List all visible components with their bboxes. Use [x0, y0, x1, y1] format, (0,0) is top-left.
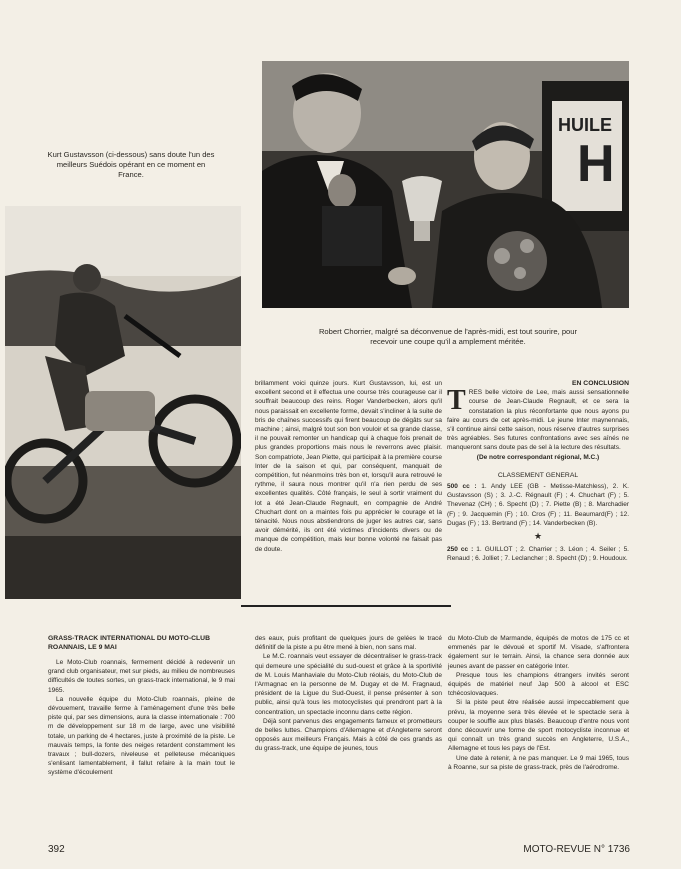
caption-robert-chorrier: Robert Chorrier, malgré sa déconvenue de l'après-midi, est tout sourire, pour recevoir une coupe qu'il a amplement méritée. — [318, 327, 578, 346]
photo-trophy-presentation — [262, 61, 629, 308]
classement-heading: CLASSEMENT GENERAL — [497, 471, 579, 479]
star-separator: ★ — [533, 531, 543, 542]
classement-500 — [447, 482, 629, 528]
grass-track-col-3 — [448, 634, 629, 772]
middle-article-paragraph: brillamment voici quinze jours. Kurt Gustavsson, lui, est un excellent second et il effectua une course très courageuse car il souffrait beaucoup des reins. Roger Vanderbecken, alors qu'il nous paraissait en excellente forme, devait s'incliner à la suite de bris de chaînes successifs qui firent beaucoup de dégâts sur sa machine ; ainsi, malgré tout son bon vouloir et sa grande classe, il ne pouvait remonter un handicap qui à chaque fois prenait de plus grandes proportions mais nous le reverrons avec plaisir. Son compatriote, Jean Piette, qui participait à la première course Inter de la saison et qui, par conséquent, manquait de compétition, fut néanmoins très bon et, lorsqu'il aura retrouvé le rythme, il saura nous montrer qu'il n'a rien perdu de ses excellentes qualités. Côté français, le seul à sortir vraiment du lot a été Jean-Claude Regnault, en compagnie de André Chuchart dont on a maintes fois pu apprécier le courage et la ténacité. Nous nous abstiendrons de juger les autres car, sans avoir démérité, ils ont été victimes d'incidents divers ou de manque de compétition, mais leur bonne volonté ne faisait pas de doute. — [255, 380, 442, 553]
grass-track-paragraph: Le Moto-Club roannais, fermement décidé à redevenir un grand club organisateur, met sur pieds, au milieu de nombreuses difficultés de toutes sortes, un grass-track international, le 9 mai 1965. — [48, 659, 235, 694]
grass-track-paragraph: Une date à retenir, à ne pas manquer. Le 9 mai 1965, tous à Roanne, sur sa piste de grass-track, près de l'aérodrome. — [448, 754, 629, 771]
drop-cap: T — [447, 385, 466, 417]
magazine-issue: MOTO-REVUE N° 1736 — [523, 844, 630, 855]
grass-track-paragraph: Si la piste peut être réalisée aussi impeccablement que prévu, la moyenne sera très élevée et le spectacle sera à couper le souffle aux plus blasés. Beaucoup d'entre nous vont donc découvrir une forme de sport motocycliste inconnue et qui connaît un très grand succès en Angleterre, U.S.A., Allemagne et tous les pays de l'Est. — [448, 699, 629, 753]
middle-article-text — [255, 379, 442, 554]
grass-track-col-1 — [48, 634, 235, 778]
class-250-label: 250 cc : — [447, 546, 474, 554]
class-500-label: 500 cc : — [447, 483, 477, 491]
grass-track-paragraph: Le M.C. roannais veut essayer de décentraliser le grass-track qui demeure une spécialité du sud-ouest et grâce à la sportivité de M. Louis Manhaviale du Moto-Club réolais, du Moto-Club de l'Armagnac en la personne de M. Dugay et de M. Fragnaud, président de la Ligue du Sud-Ouest, il pense présenter à son public, ainsi qu'à tous les motocyclistes qui prendront part à la concentration, un spectacle inconnu dans cette région. — [255, 653, 442, 716]
grass-track-paragraph: des eaux, puis profitant de quelques jours de gelées le tracé définitif de la piste a pu être mené à bien, non sans mal. — [255, 635, 442, 652]
grass-track-paragraph: Presque tous les champions étrangers invités seront équipés de matériel neuf Jap 500 à alcool et ESC tchécoslovaques. — [448, 671, 629, 698]
conclusion-section — [447, 379, 629, 564]
class-500-results: 1. Andy LEE (GB - Metisse-Matchless), 2. K. Gustavsson (S) ; 3. J.-C. Régnault (F) ; 4. Chuchart (F) ; 5. Thevenaz (CH) ; 6. Specht (D) ; 7. Piette (B) ; 8. Marchadier (F) ; 9. Jacquemin (F) ; 10. Cros (F) ; 11. Beaumard(F) ; 12. Dugas (F) ; 13. Bertrand (F) ; 14. Vanderbecken (B). — [447, 483, 629, 527]
section-divider — [241, 605, 451, 607]
class-250-results: 1. GUILLOT ; 2. Charrier ; 3. Léon ; 4. Seiler ; 5. Renaud ; 6. Jolliet ; 7. Leclancher ; 8. Specht (D) ; 9. Houdoux. — [447, 546, 629, 563]
svg-text:H: H — [577, 135, 615, 193]
classement-250 — [447, 545, 629, 563]
conclusion-paragraph — [447, 385, 629, 452]
grass-track-paragraph: Déjà sont parvenus des engagements fameux et prometteurs de belles luttes. Champions d'Allemagne et d'Angleterre seront opposés aux meilleurs Français. Mais à côté de ces grands as du grass-track, une équipe de jeunes, tous — [255, 717, 442, 753]
sign-text: HUILE — [558, 115, 612, 135]
conclusion-heading: EN CONCLUSION — [571, 380, 629, 387]
conclusion-text: RES belle victoire de Lee, mais aussi sensationnelle course de Jean-Claude Regnault, et ce sera la constatation la plus réconfortante que nous ayons pu faire au cours de cet après-midi. Le jeune Inter maynennais, s'il continue ainsi cette saison, nous réserve d'autres surprises très agréables. Ses futures confrontations avec ses aînés ne manqueront sans doute pas de sel à la lecture des résultats. — [447, 389, 629, 452]
grass-track-title: GRASS-TRACK INTERNATIONAL DU MOTO-CLUB ROANNAIS, LE 9 MAI — [48, 635, 210, 651]
grass-track-col-2 — [255, 634, 442, 754]
grass-track-paragraph: La nouvelle équipe du Moto-Club roannais, pleine de dévouement, travaille ferme à l'aménagement d'une très belle piste qui, par ses dimensions, aura la classe internationale : 700 m de développement sur 18 m de large, avec une visibilité totale, un parking de 4 hectares, juste à proximité de la piste. Le mauvais temps, la fonte des neiges retardent constamment les travaux ; bull-dozers, niveleuse et pelleteuse mécaniques s'enlisant lamentablement, il fallut refaire à la main tout le système d'écoulement — [48, 695, 235, 777]
correspondent-signature: (De notre correspondant régional, M.C.) — [476, 453, 600, 461]
photo-motocross-rider — [5, 206, 241, 599]
caption-kurt-gustavsson: Kurt Gustavsson (ci-dessous) sans doute l'un des meilleurs Suédois opérant en ce moment en France. — [47, 150, 215, 179]
grass-track-paragraph: du Moto-Club de Marmande, équipés de motos de 175 cc et emmenés par le dévoué et sportif M. Visade, s'affrontera également sur le terrain. Ainsi, la chance sera donnée aux jeunes avant de passer en catégorie Inter. — [448, 635, 629, 670]
page-number: 392 — [48, 844, 65, 855]
